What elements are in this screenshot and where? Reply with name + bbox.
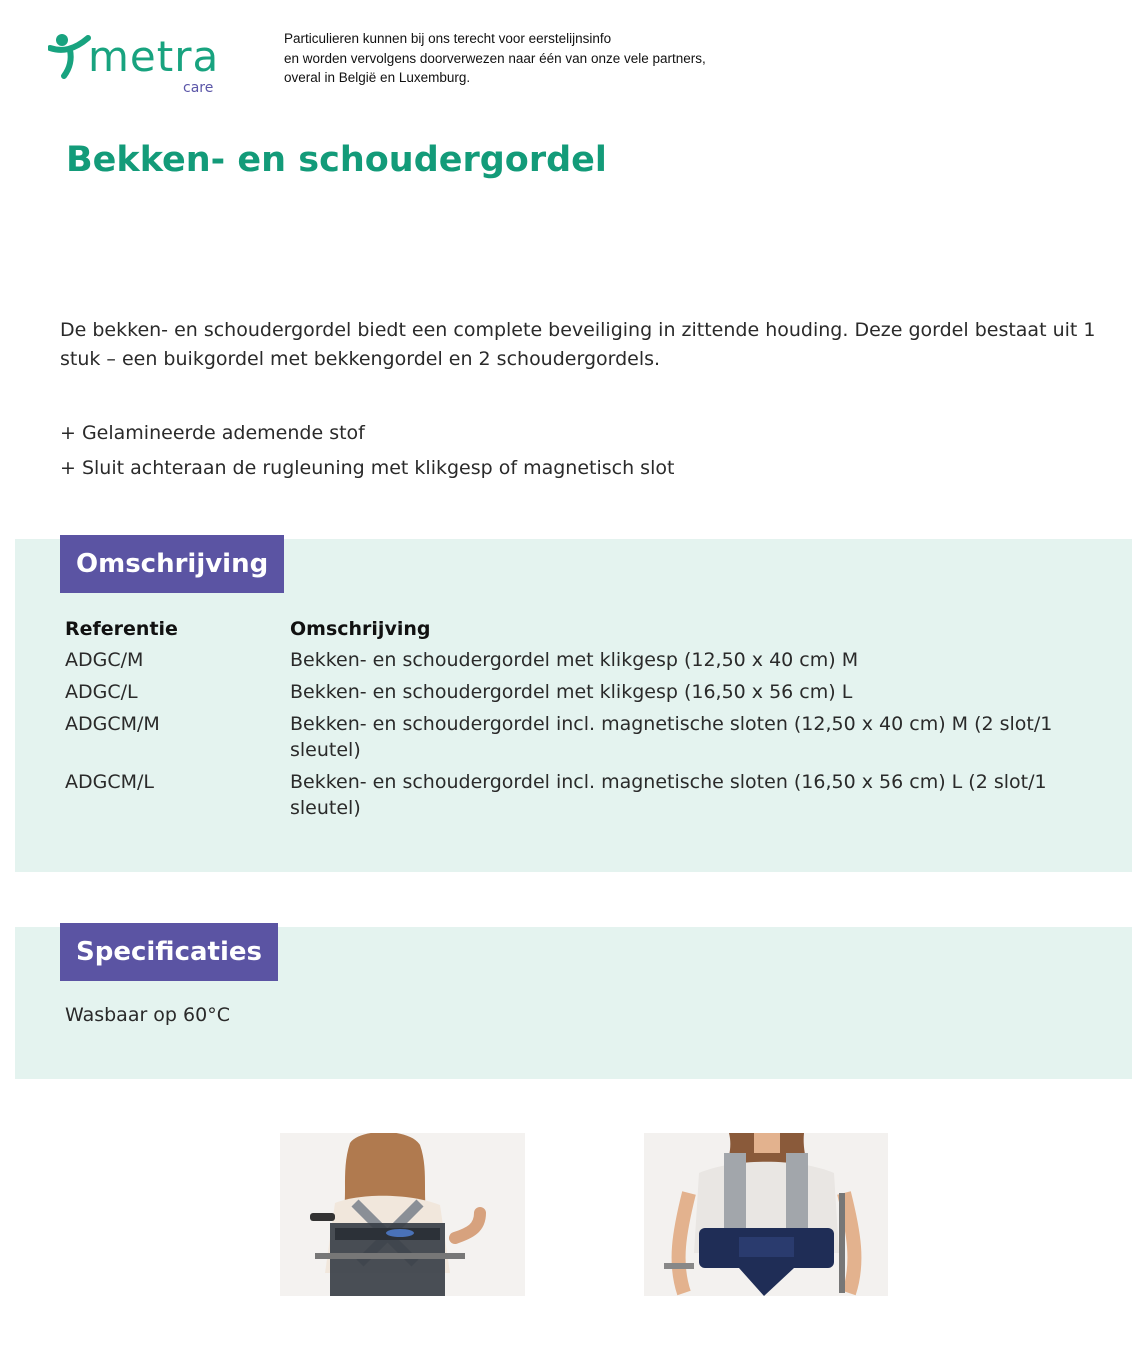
reference-table (60, 614, 1070, 824)
description-cell: Bekken- en schoudergordel incl. magnetische sloten (12,50 x 40 cm) M (2 slot/1 sleutel) (290, 713, 1053, 761)
reference-cell: ADGCM/L (65, 771, 154, 793)
specification-text: Wasbaar op 60°C (65, 1004, 230, 1026)
table-row (60, 708, 1070, 766)
tagline-line-2: en worden vervolgens doorverwezen naar één van onze vele partners, (284, 50, 706, 66)
product-photo-back-view[interactable] (280, 1133, 525, 1296)
reference-cell: ADGC/L (65, 681, 138, 703)
description-cell: Bekken- en schoudergordel incl. magnetische sloten (16,50 x 56 cm) L (2 slot/1 sleutel) (290, 771, 1047, 819)
column-header-reference: Referentie (65, 618, 178, 640)
header-tagline (284, 29, 706, 88)
description-cell: Bekken- en schoudergordel met klikgesp (12,50 x 40 cm) M (290, 649, 859, 671)
product-photo-front-view[interactable] (644, 1133, 888, 1296)
reference-cell: ADGC/M (65, 649, 144, 671)
intro-paragraph: De bekken- en schoudergordel biedt een complete beveiliging in zittende houding. Deze gordel bestaat uit 1 stuk – een buikgordel met bekkengordel en 2 schoudergordels. (60, 319, 1096, 370)
feature-item: + Gelamineerde ademende stof (60, 422, 365, 444)
brand-logo[interactable] (48, 28, 228, 100)
description-heading: Omschrijving (60, 535, 284, 593)
table-row (60, 644, 1070, 676)
column-header-description: Omschrijving (290, 618, 431, 640)
table-row (60, 676, 1070, 708)
table-header-row (60, 614, 1070, 644)
brand-name: metra (88, 32, 220, 81)
feature-list (60, 416, 674, 486)
brand-sub: care (183, 80, 214, 96)
tagline-line-3: overal in België en Luxemburg. (284, 70, 471, 85)
description-cell: Bekken- en schoudergordel met klikgesp (16,50 x 56 cm) L (290, 681, 853, 703)
tagline-line-1: Particulieren kunnen bij ons terecht voor eerstelijnsinfo (284, 31, 612, 46)
table-row (60, 766, 1070, 824)
specifications-heading: Specificaties (60, 923, 278, 981)
feature-item: + Sluit achteraan de rugleuning met klikgesp of magnetisch slot (60, 457, 675, 479)
reference-cell: ADGCM/M (65, 713, 160, 735)
page-title: Bekken- en schoudergordel (66, 140, 607, 180)
